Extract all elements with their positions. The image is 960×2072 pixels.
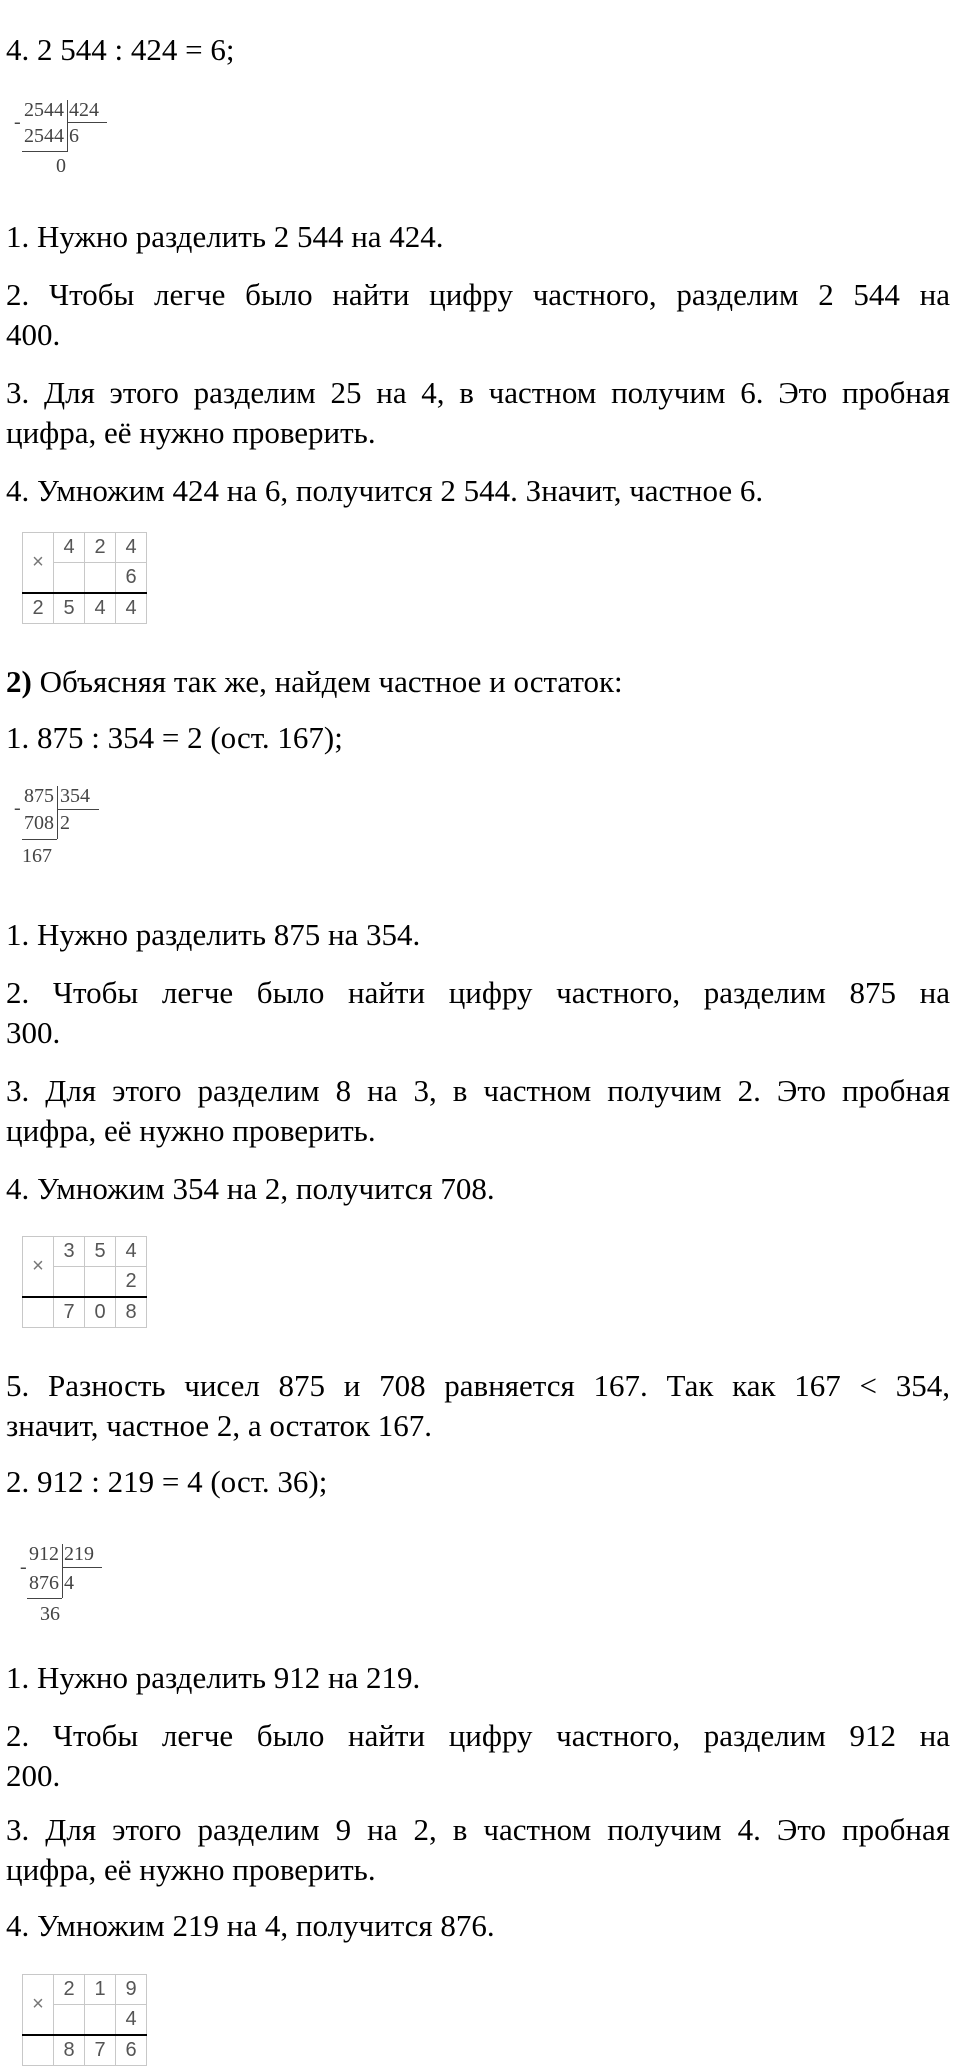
subtrahend: 876: [29, 1572, 59, 1594]
quotient: 4: [64, 1572, 74, 1594]
digit-cell: 9: [116, 1975, 147, 2005]
remainder: 36: [40, 1603, 60, 1625]
digit-cell: [23, 2035, 54, 2066]
digit-cell: [85, 1267, 116, 1298]
digit-cell: 8: [54, 2035, 85, 2066]
step-line: 2. Чтобы легче было найти цифру частного, разделим 2 544 на: [6, 277, 950, 312]
multiply-sign: ×: [23, 1975, 54, 2036]
part-label: 2): [6, 664, 32, 699]
multiplication-check-1: [22, 532, 147, 624]
division-vertical-line: [67, 100, 68, 152]
step-line: 1. Нужно разделить 875 на 354.: [6, 917, 421, 952]
divisor: 354: [60, 785, 90, 807]
minus-sign: -: [20, 1556, 27, 1578]
part-2-intro: [6, 662, 950, 702]
minus-sign: -: [14, 797, 21, 819]
step-line: 4. Умножим 354 на 2, получится 708.: [6, 1171, 495, 1206]
dividend: 912: [29, 1543, 59, 1565]
dividend: 875: [24, 785, 54, 807]
digit-cell: 4: [54, 533, 85, 563]
example-heading-3: 2. 912 : 219 = 4 (ост. 36);: [6, 1464, 328, 1499]
step-line: 4. Умножим 219 на 4, получится 876.: [6, 1908, 495, 1943]
step-line: цифра, её нужно проверить.: [6, 1113, 376, 1148]
digit-cell: [54, 2005, 85, 2036]
dividend: 2544: [24, 99, 64, 121]
multiplication-check-3: [22, 1974, 147, 2066]
example-heading-2: 1. 875 : 354 = 2 (ост. 167);: [6, 720, 343, 755]
subtraction-line: [22, 151, 67, 152]
subtraction-line: [27, 1598, 62, 1599]
subtrahend: 708: [24, 812, 54, 834]
digit-cell: [54, 563, 85, 594]
digit-cell: 5: [54, 593, 85, 624]
step-line: 5. Разность чисел 875 и 708 равняется 167. Так как 167 < 354,: [6, 1368, 950, 1403]
digit-cell: 5: [85, 1237, 116, 1267]
remainder: 0: [56, 155, 66, 177]
division-vertical-line: [62, 1544, 63, 1598]
digit-cell: 8: [116, 1297, 147, 1328]
quotient: 2: [60, 812, 70, 834]
division-vertical-line: [57, 786, 58, 839]
remainder: 167: [22, 845, 52, 867]
divisor: 219: [64, 1543, 94, 1565]
step-line: 1. Нужно разделить 912 на 219.: [6, 1660, 421, 1695]
step-line: 300.: [6, 1015, 61, 1050]
quotient-line: [57, 809, 99, 810]
multiply-sign: ×: [23, 533, 54, 594]
digit-cell: 6: [116, 563, 147, 594]
step-line: 3. Для этого разделим 8 на 3, в частном получим 2. Это пробная: [6, 1073, 950, 1108]
step-line: цифра, её нужно проверить.: [6, 1852, 376, 1887]
digit-cell: 7: [85, 2035, 116, 2066]
step-line: значит, частное 2, а остаток 167.: [6, 1408, 433, 1443]
multiplication-check-2: [22, 1236, 147, 1328]
digit-cell: 7: [54, 1297, 85, 1328]
digit-cell: 2: [54, 1975, 85, 2005]
digit-cell: [54, 1267, 85, 1298]
step-line: 200.: [6, 1758, 61, 1793]
step-line: цифра, её нужно проверить.: [6, 415, 376, 450]
digit-cell: 4: [116, 533, 147, 563]
minus-sign: -: [14, 111, 21, 133]
step-line: 3. Для этого разделим 25 на 4, в частном получим 6. Это пробная: [6, 375, 950, 410]
divisor: 424: [69, 99, 99, 121]
digit-cell: [85, 2005, 116, 2036]
step-line: 3. Для этого разделим 9 на 2, в частном получим 4. Это пробная: [6, 1812, 950, 1847]
digit-cell: 4: [116, 2005, 147, 2036]
digit-cell: [85, 563, 116, 594]
digit-cell: 0: [85, 1297, 116, 1328]
quotient: 6: [69, 125, 79, 147]
digit-cell: 6: [116, 2035, 147, 2066]
step-line: 1. Нужно разделить 2 544 на 424.: [6, 219, 444, 254]
digit-cell: 4: [85, 593, 116, 624]
multiply-sign: ×: [23, 1237, 54, 1298]
example-heading-1: 4. 2 544 : 424 = 6;: [6, 32, 235, 67]
digit-cell: 4: [116, 1237, 147, 1267]
step-line: 2. Чтобы легче было найти цифру частного, разделим 912 на: [6, 1718, 950, 1753]
subtrahend: 2544: [24, 125, 64, 147]
step-line: 2. Чтобы легче было найти цифру частного, разделим 875 на: [6, 975, 950, 1010]
digit-cell: 2: [85, 533, 116, 563]
digit-cell: [23, 1297, 54, 1328]
quotient-line: [62, 1567, 102, 1568]
quotient-line: [67, 122, 107, 123]
digit-cell: 2: [23, 593, 54, 624]
digit-cell: 1: [85, 1975, 116, 2005]
part-text: Объясняя так же, найдем частное и остаток:: [31, 664, 623, 699]
digit-cell: 3: [54, 1237, 85, 1267]
step-line: 4. Умножим 424 на 6, получится 2 544. Значит, частное 6.: [6, 473, 764, 508]
subtraction-line: [22, 839, 57, 840]
step-line: 400.: [6, 317, 61, 352]
digit-cell: 2: [116, 1267, 147, 1298]
digit-cell: 4: [116, 593, 147, 624]
